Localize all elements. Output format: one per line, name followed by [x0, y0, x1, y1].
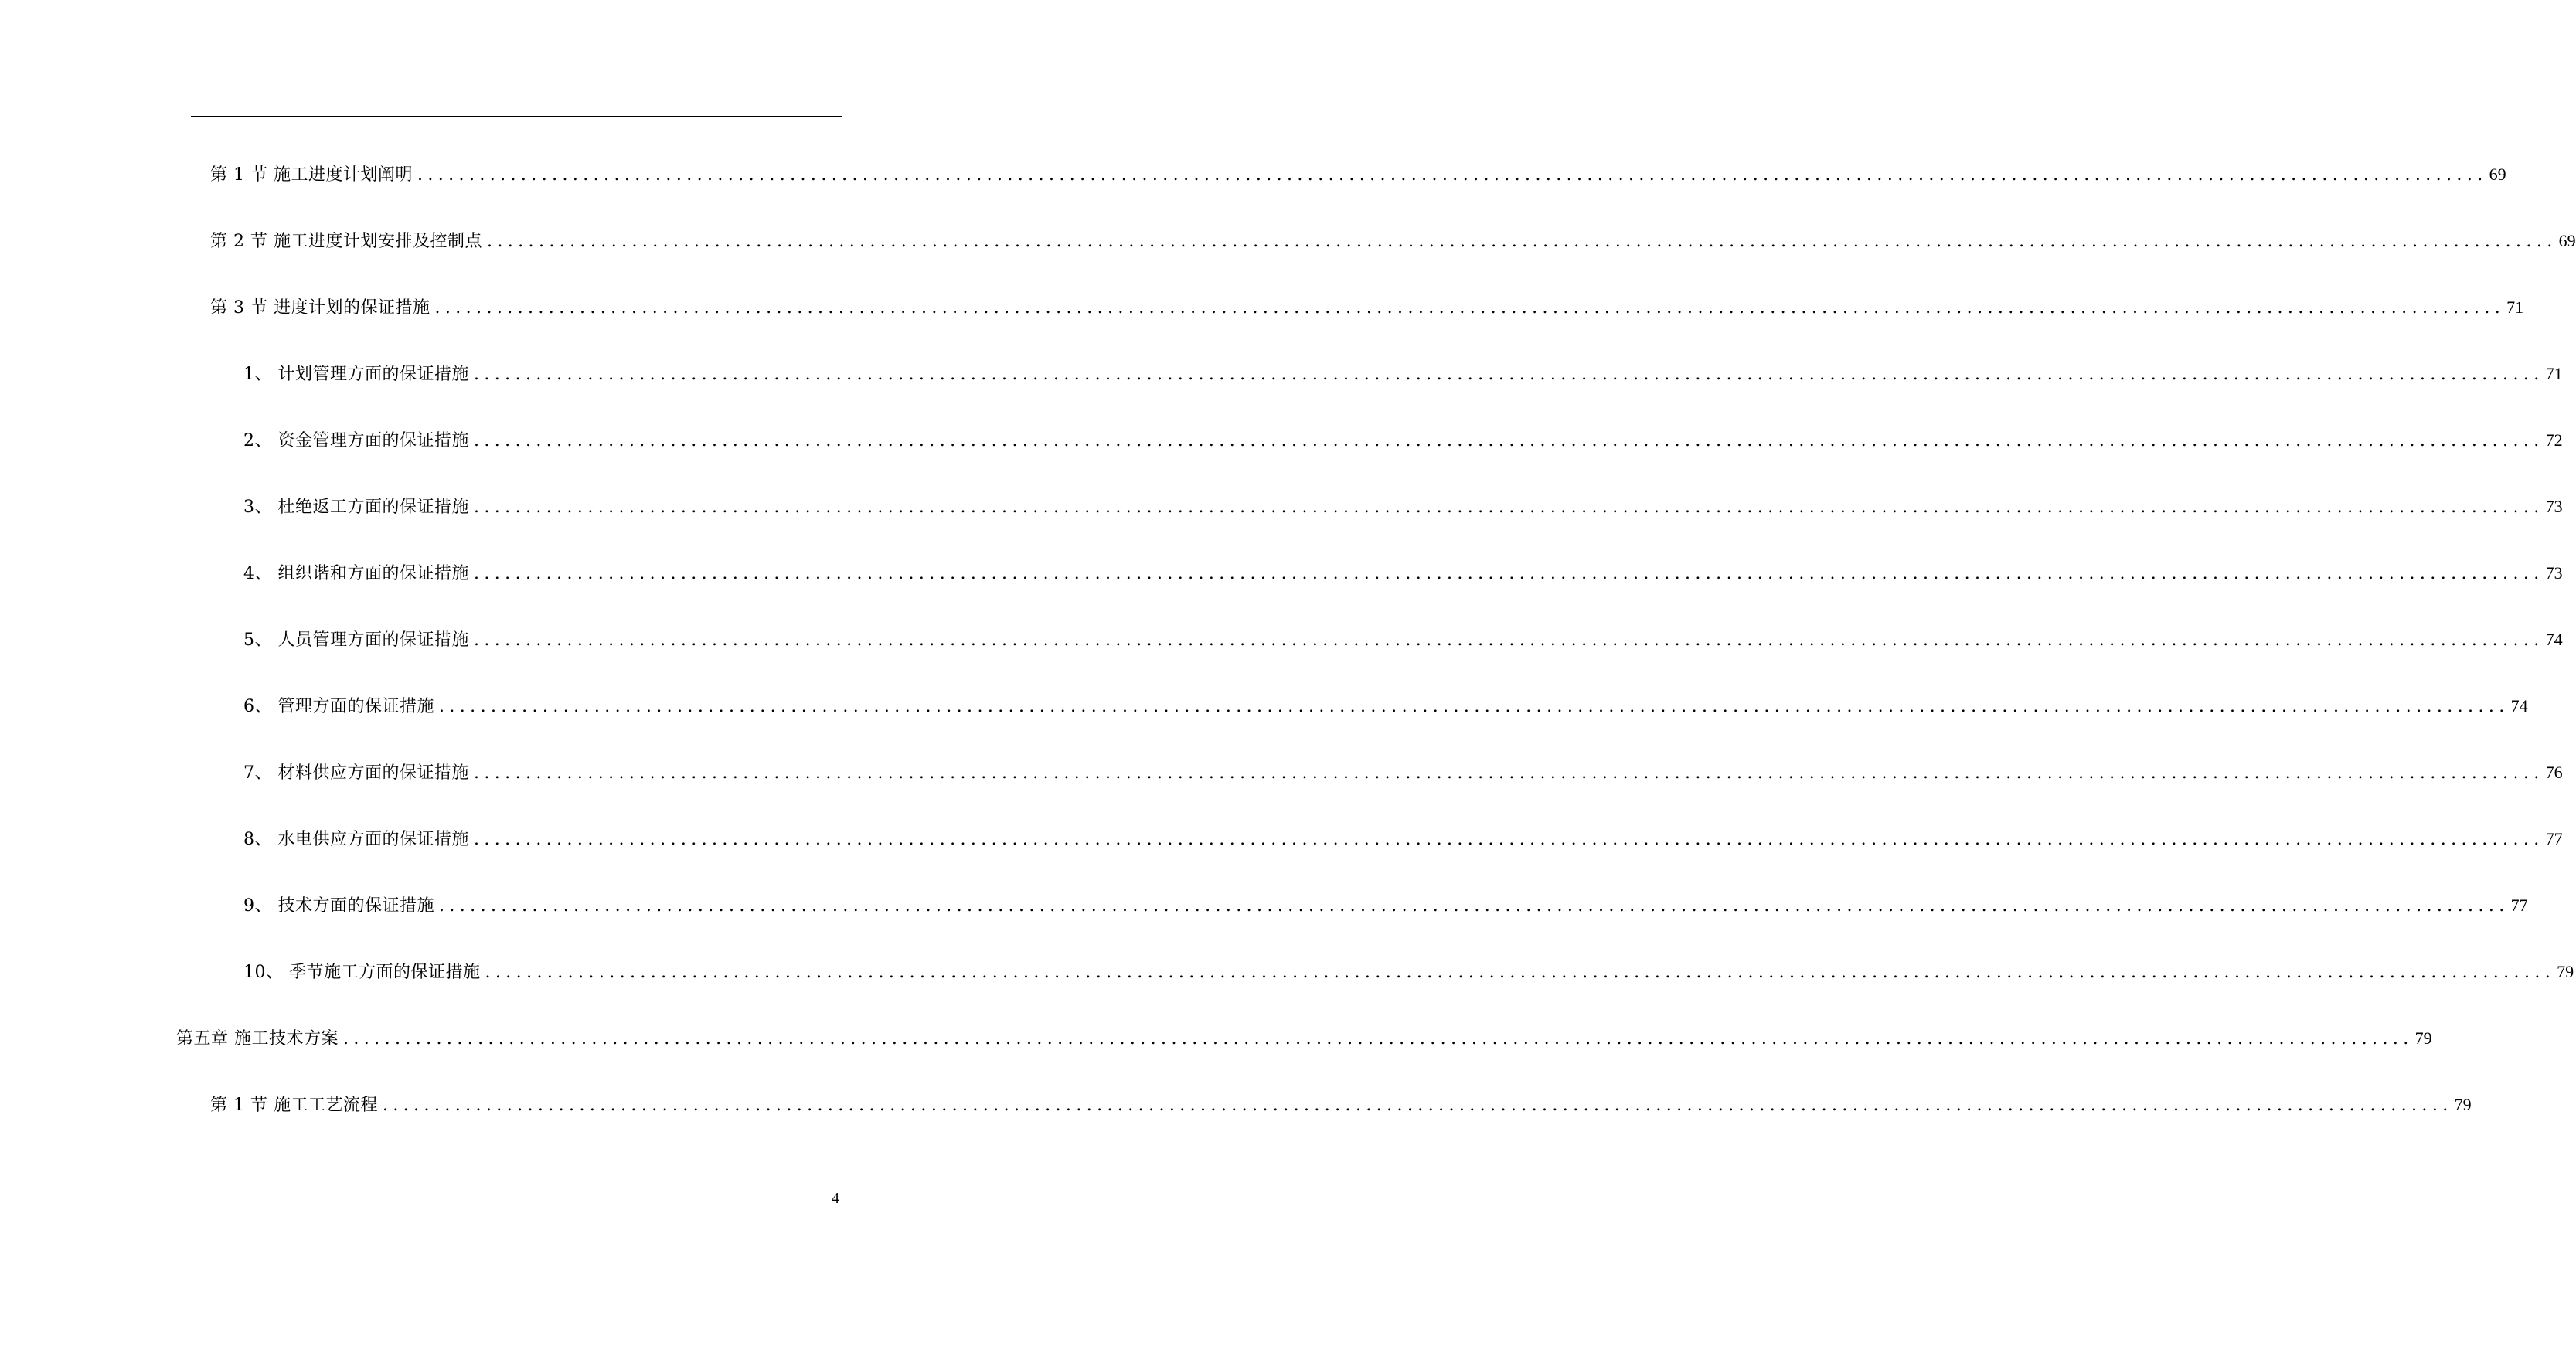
toc-dot-leader: ........................................................................................................................................................................................................ — [434, 298, 2506, 318]
toc-entry-title: 3、 杜绝返工方面的保证措施 — [243, 498, 469, 517]
toc-entry-title: 第 2 节 施工进度计划安排及控制点 — [210, 232, 482, 251]
toc-entry-page: 73 — [2545, 497, 2563, 516]
toc-entry-page: 79 — [2414, 1028, 2432, 1048]
toc-entry-title: 第 1 节 施工进度计划阐明 — [210, 165, 413, 185]
toc-dot-leader: ........................................................................................................................................................................................................ — [474, 830, 2544, 849]
page-number: 4 — [832, 1190, 839, 1207]
toc-entry[interactable] — [243, 960, 2574, 984]
toc-dot-leader: ........................................................................................................................................................................................................ — [474, 763, 2544, 783]
toc-dot-leader: ........................................................................................................................................................................................................ — [417, 165, 2488, 185]
toc-dot-leader: ........................................................................................................................................................................................................ — [474, 498, 2544, 517]
toc-entry-page: 79 — [2557, 962, 2574, 981]
toc-entry-page: 77 — [2510, 896, 2528, 915]
toc-entry-page: 76 — [2545, 763, 2563, 782]
toc-entry[interactable] — [243, 628, 2563, 652]
toc-dot-leader: ........................................................................................................................................................................................................ — [474, 564, 2544, 583]
toc-entry[interactable] — [243, 761, 2563, 785]
toc-entry-title: 8、 水电供应方面的保证措施 — [243, 830, 469, 849]
toc-entry-title: 1、 计划管理方面的保证措施 — [243, 365, 469, 384]
toc-entry[interactable] — [176, 1027, 2432, 1051]
toc-entry-title: 9、 技术方面的保证措施 — [243, 896, 434, 916]
toc-entry-title: 第 1 节 施工工艺流程 — [210, 1096, 378, 1115]
toc-entry-page: 73 — [2545, 563, 2563, 583]
toc-entry-title: 4、 组织谐和方面的保证措施 — [243, 564, 469, 583]
toc-dot-leader: ........................................................................................................................................................................................................ — [474, 365, 2544, 384]
toc-entry-page: 79 — [2454, 1095, 2472, 1114]
toc-entry-title: 5、 人员管理方面的保证措施 — [243, 630, 469, 650]
toc-entry-title: 7、 材料供应方面的保证措施 — [243, 763, 469, 783]
toc-dot-leader: ........................................................................................................................................................................................................ — [486, 232, 2557, 251]
toc-dot-leader: ........................................................................................................................................................................................................ — [474, 630, 2544, 650]
toc-entry-page: 71 — [2506, 297, 2524, 317]
toc-dot-leader: ........................................................................................................................................................................................................ — [439, 896, 2510, 916]
toc-entry-title: 第五章 施工技术方案 — [176, 1029, 339, 1048]
header-rule — [191, 116, 842, 117]
toc-entry[interactable] — [243, 495, 2563, 519]
toc-entry[interactable] — [243, 894, 2528, 918]
toc-entry-page: 69 — [2489, 165, 2506, 184]
toc-entry[interactable] — [243, 828, 2563, 851]
toc-entry-title: 第 3 节 进度计划的保证措施 — [210, 298, 430, 318]
toc-entry[interactable] — [243, 562, 2563, 586]
toc-entry[interactable] — [243, 695, 2528, 719]
toc-entry[interactable] — [243, 429, 2563, 453]
toc-entry-page: 74 — [2545, 630, 2563, 649]
toc-entry[interactable] — [210, 229, 2576, 253]
toc-entry-page: 74 — [2510, 696, 2528, 715]
toc-entry[interactable] — [210, 1093, 2472, 1117]
toc-dot-leader: ........................................................................................................................................................................................................ — [382, 1096, 2453, 1115]
toc-dot-leader: ........................................................................................................................................................................................................ — [485, 963, 2556, 982]
toc-entry[interactable] — [210, 296, 2524, 320]
toc-entry-page: 77 — [2545, 829, 2563, 848]
toc-entry-title: 10、 季节施工方面的保证措施 — [243, 963, 481, 982]
toc-entry-page: 72 — [2545, 430, 2563, 450]
toc-entry[interactable] — [210, 163, 2506, 187]
toc-entry-page: 69 — [2558, 231, 2576, 250]
toc-entry-page: 71 — [2545, 364, 2563, 383]
toc-entry-title: 2、 资金管理方面的保证措施 — [243, 431, 469, 450]
toc-dot-leader: ........................................................................................................................................................................................................ — [439, 697, 2510, 716]
toc-entry[interactable] — [243, 362, 2563, 386]
toc-entry-title: 6、 管理方面的保证措施 — [243, 697, 434, 716]
toc-dot-leader: ........................................................................................................................................................................................................ — [343, 1029, 2414, 1048]
toc-dot-leader: ........................................................................................................................................................................................................ — [474, 431, 2544, 450]
